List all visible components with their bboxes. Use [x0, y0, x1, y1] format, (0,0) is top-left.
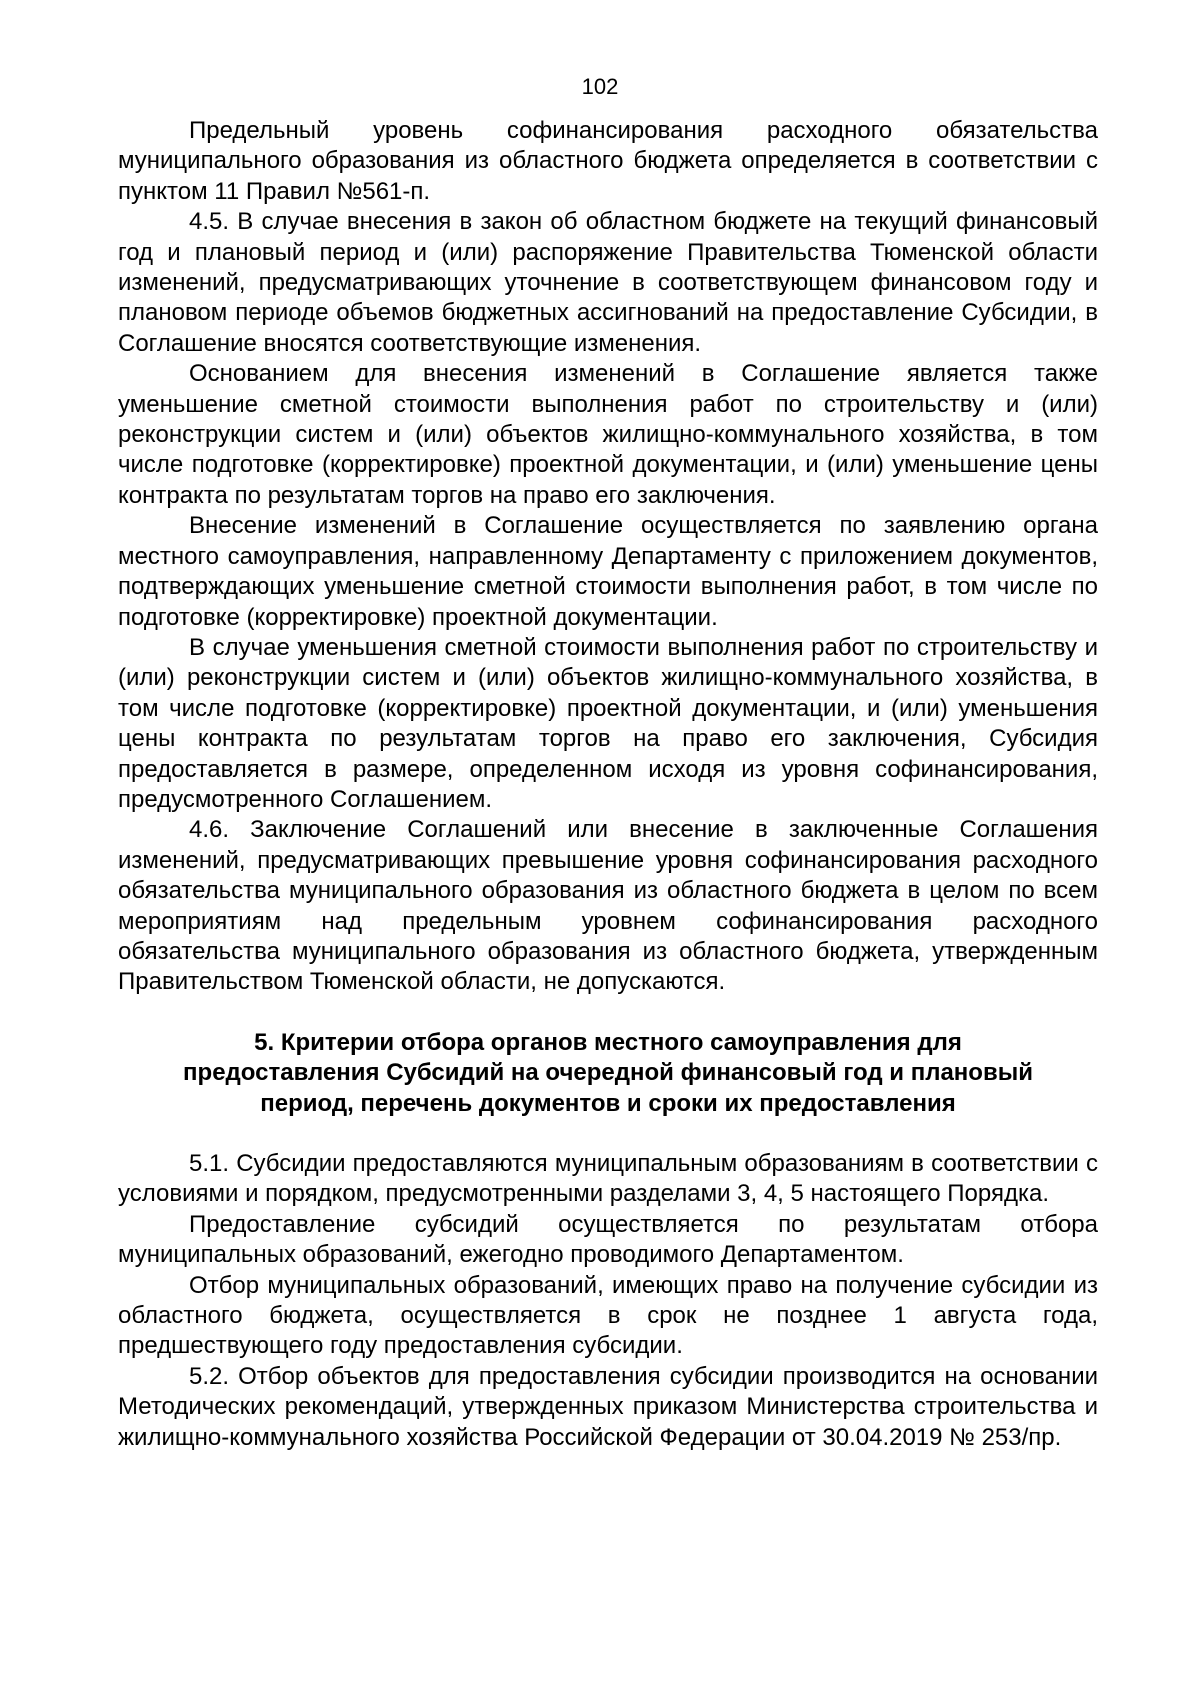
paragraph-selection-results: Предоставление субсидий осуществляется по результатам отбора муниципальных образований, ежегодно проводимого Департаментом. — [118, 1210, 1098, 1269]
paragraph-selection-deadline: Отбор муниципальных образований, имеющих право на получение субсидии из областного бюджета, осуществляется в срок не позднее 1 августа года, предшествующего году предоставления субсидии. — [118, 1271, 1098, 1360]
paragraph-4-6: 4.6. Заключение Соглашений или внесение в заключенные Соглашения изменений, предусматривающих превышение уровня софинансирования расходного обязательства муниципального образования из областного бюджета в целом по всем мероприятиям над предельным уровнем софинансирования расходного обязательства муниципального образования из областного бюджета, утвержденным Правительством Тюменской области, не допускаются. — [118, 816, 1098, 996]
page-number: 102 — [581, 74, 619, 99]
section-heading-line-1: 5. Критерии отбора органов местного самоуправления для — [254, 1028, 962, 1056]
paragraph-grounds-for-changes: Основанием для внесения изменений в Соглашение является также уменьшение сметной стоимости выполнения работ по строительству и (или) реконструкции систем и (или) объектов жилищно-коммунального хозяйства, в том числе подготовке (корректировке) проектной документации, и (или) уменьшение цены контракта по результатам торгов на право его заключения. — [118, 360, 1098, 509]
document-body — [118, 116, 1098, 1453]
paragraph-changes-by-application: Внесение изменений в Соглашение осуществляется по заявлению органа местного самоуправления, направленному Департаменту с приложением документов, подтверждающих уменьшение сметной стоимости выполнения работ, в том числе по подготовке (корректировке) проектной документации. — [118, 512, 1098, 631]
paragraph-reduced-cost: В случае уменьшения сметной стоимости выполнения работ по строительству и (или) реконструкции систем и (или) объектов жилищно-коммунального хозяйства, в том числе подготовке (корректировке) проектной документации, и (или) уменьшения цены контракта по результатам торгов на право его заключения, Субсидия предоставляется в размере, определенном исходя из уровня софинансирования, предусмотренного Соглашением. — [118, 633, 1098, 813]
section-5-heading — [118, 1028, 1098, 1119]
paragraph-4-5: 4.5. В случае внесения в закон об областном бюджете на текущий финансовый год и плановый период и (или) распоряжение Правительства Тюменской области изменений, предусматривающих уточнение в соответствующем финансовом году и плановом периоде объемов бюджетных ассигнований на предоставление Субсидии, в Соглашение вносятся соответствующие изменения. — [118, 208, 1098, 357]
paragraph-5-2: 5.2. Отбор объектов для предоставления субсидии производится на основании Методических рекомендаций, утвержденных приказом Министерства строительства и жилищно-коммунального хозяйства Российской Федерации от 30.04.2019 № 253/пр. — [118, 1362, 1098, 1451]
paragraph-cofinancing-limit: Предельный уровень софинансирования расходного обязательства муниципального образования из областного бюджета определяется в соответствии с пунктом 11 Правил №561-п. — [118, 117, 1098, 205]
paragraph-5-1: 5.1. Субсидии предоставляются муниципальным образованиям в соответствии с условиями и порядком, предусмотренными разделами 3, 4, 5 настоящего Порядка. — [118, 1150, 1098, 1208]
section-heading-line-3: период, перечень документов и сроки их предоставления — [260, 1089, 956, 1117]
section-heading-line-2: предоставления Субсидий на очередной финансовый год и плановый — [183, 1059, 1033, 1087]
